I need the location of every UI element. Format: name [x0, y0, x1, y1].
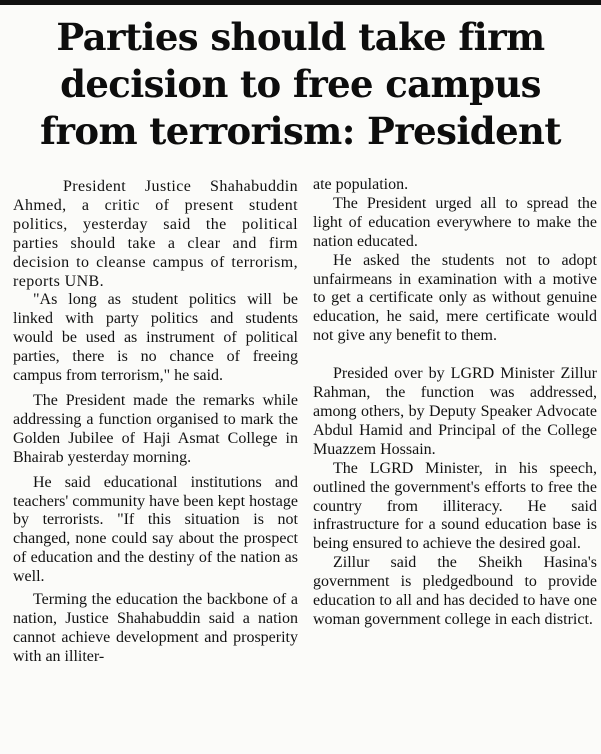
article-paragraph: He asked the students not to adopt unfairmeans in examination with a motive to get a certificate only as without genuine education, he said, mere certificate would not give any benefit to them.: [313, 251, 597, 345]
right-column: [313, 176, 597, 630]
left-column: [13, 178, 298, 667]
article-paragraph: He said educational institutions and teachers' community have been kept hostage by terrorists. "If this situation is not changed, none could say about the prospect of education and the destiny of the nation as well.: [13, 473, 298, 586]
article-paragraph: The President urged all to spread the light of education everywhere to make the nation educated.: [313, 194, 597, 250]
article-paragraph: The LGRD Minister, in his speech, outlined the government's efforts to free the country from illiteracy. He said infrastructure for a sound education base is being ensured to achieve the desired goal.: [313, 459, 597, 553]
top-rule: [0, 0, 601, 5]
article-paragraph: President Justice Shahabuddin Ahmed, a critic of present student politics, yesterday said the political parties should take a clear and firm decision to cleanse campus of terrorism, reports UNB.: [13, 178, 298, 290]
article-paragraph: Presided over by LGRD Minister Zillur Rahman, the function was addressed, among others, by Deputy Speaker Advocate Abdul Hamid and Principal of the College Muazzem Hossain.: [313, 365, 597, 458]
article-paragraph: ate population.: [313, 176, 409, 193]
article-paragraph: The President made the remarks while addressing a function organised to mark the Golden Jubilee of Haji Asmat College in Bhairab yesterday morning.: [13, 391, 298, 466]
article-paragraph: Zillur said the Sheikh Hasina's government is pledgedbound to provide education to all and has decided to have one woman government college in each district.: [313, 554, 597, 628]
headline: Parties should take firm decision to free campus from terrorism: President: [40, 15, 561, 153]
article-paragraph: Terming the education the backbone of a nation, Justice Shahabuddin said a nation cannot achieve development and prosperity with an illiter-: [13, 591, 298, 665]
paragraph-gap: [313, 346, 597, 365]
article-paragraph: "As long as student politics will be linked with party politics and students would be used as instrument of political parties, there is no chance of freeing campus from terrorism," he said.: [13, 291, 298, 385]
